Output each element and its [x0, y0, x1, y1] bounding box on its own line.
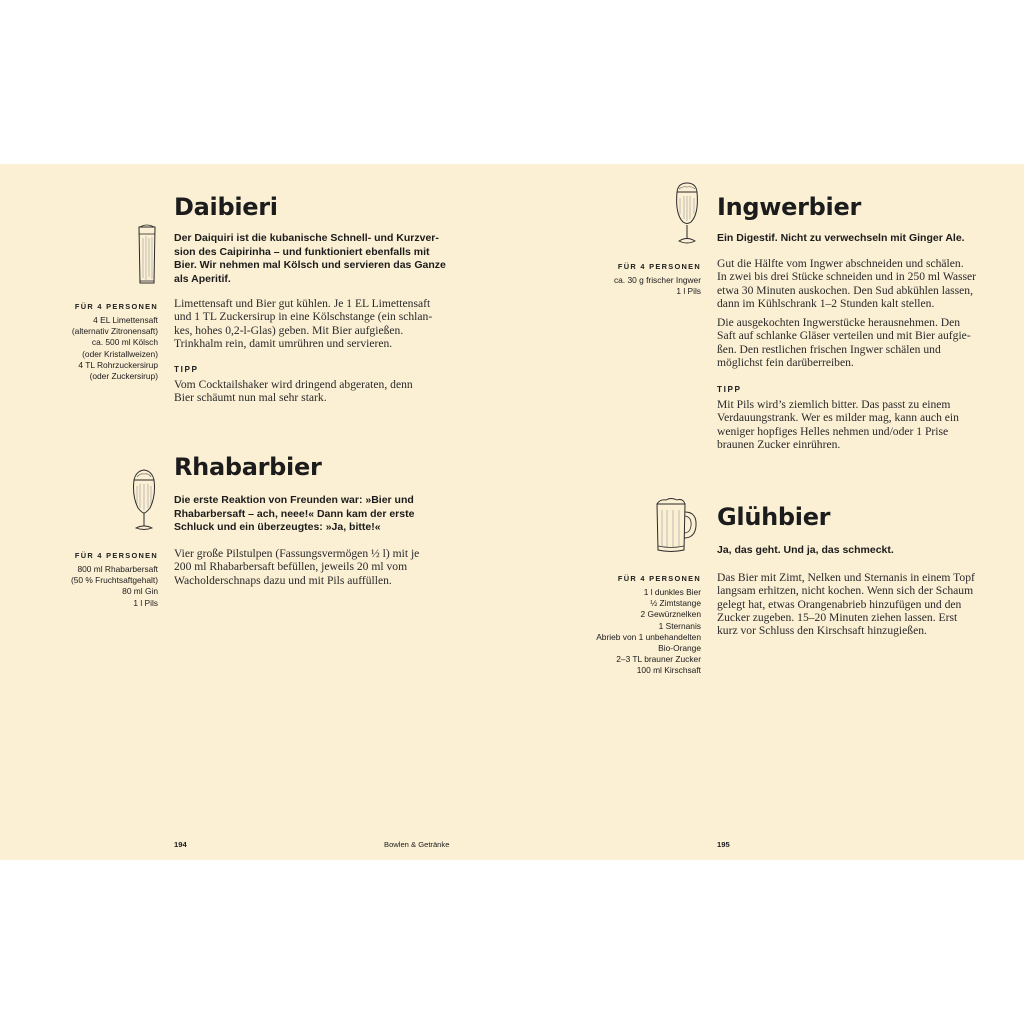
- tip-label: TIPP: [717, 385, 742, 394]
- method-paragraph: [717, 571, 1007, 637]
- text-line: Zucker zugeben. 15–20 Minuten ziehen lassen. Erst: [717, 610, 958, 624]
- koelsch-glass-icon: [136, 222, 158, 286]
- intro-line: Ja, das geht. Und ja, das schmeckt.: [717, 544, 894, 556]
- goblet-glass-icon: [670, 180, 704, 248]
- ingredient-item: 100 ml Kirschsaft: [636, 665, 701, 676]
- ingredient-item: 80 ml Gin: [122, 586, 158, 597]
- ingredient-item: 1 l dunkles Bier: [643, 587, 701, 597]
- text-line: Mit Pils wird’s ziemlich bitter. Das passt zu einem: [717, 398, 951, 411]
- tip-text-ingwerbier: [717, 398, 1007, 451]
- intro-line: Ein Digestif. Nicht zu verwechseln mit Ginger Ale.: [717, 232, 965, 244]
- text-line: Trinkhalm rein, damit umrühren und servieren.: [174, 336, 393, 350]
- text-line: dann im Kühlschrank 1–2 Stunden kalt stellen.: [717, 296, 935, 310]
- servings-label: FÜR 4 PERSONEN: [617, 574, 701, 583]
- text-line: möglichst fein darüberreiben.: [717, 356, 854, 370]
- servings-label: FÜR 4 PERSONEN: [617, 262, 701, 271]
- text-line: langsam erhitzen, nicht kochen. Wenn sich der Schaum: [717, 584, 974, 598]
- ingredient-item: (50 % Fruchtsaftgehalt): [70, 575, 158, 586]
- method-paragraph: [717, 316, 1007, 369]
- recipe-intro-ingwerbier: [717, 232, 1007, 246]
- ingredient-item: 1 l Pils: [676, 286, 701, 297]
- text-line: Gut die Hälfte vom Ingwer abschneiden und schälen.: [717, 257, 964, 270]
- ingredient-list-daibieri: [72, 315, 158, 382]
- beer-mug-icon: [652, 496, 700, 556]
- text-line: Vom Cocktailshaker wird dringend abgeraten, denn: [174, 378, 413, 391]
- ingredient-list-gluehbier: [596, 587, 701, 677]
- intro-line: Rhabarbersaft – ach, neee!« Dann kam der erste: [174, 507, 415, 520]
- text-line: weniger hopfiges Helles nehmen und/oder 1 Prise: [717, 424, 949, 438]
- intro-line: sion des Caipirinha – und funktioniert ebenfalls mit: [174, 245, 430, 258]
- text-line: gelegt hat, etwas Orangenabrieb hinzufügen und den: [717, 597, 962, 611]
- text-line: In zwei bis drei Stücke schneiden und in 250 ml Wasser: [717, 270, 977, 284]
- ingredient-item: 4 TL Rohrzuckersirup: [78, 359, 158, 370]
- ingredient-list-rhabarbier: [71, 564, 158, 609]
- recipe-intro-rhabarbier: [174, 494, 474, 535]
- text-line: kurz vor Schluss den Kirschsaft hinzugießen.: [717, 624, 927, 638]
- intro-line: Schluck und ein überzeugtes: »Ja, bitte!«: [174, 521, 381, 533]
- pils-tulip-glass-icon: [128, 466, 160, 534]
- text-line: etwa 30 Minuten auskochen. Den Sud abkühlen lassen,: [717, 283, 973, 297]
- ingredient-list-ingwerbier: [614, 275, 701, 297]
- page-number-left: 194: [174, 840, 187, 849]
- text-line: Wacholderschnaps dazu und mit Pils auffüllen.: [174, 573, 392, 587]
- text-line: Bier schäumt nun mal sehr stark.: [174, 391, 327, 405]
- text-line: und 1 TL Zuckersirup in eine Kölschstange (ein schlan-: [174, 310, 433, 324]
- recipe-method-rhabarbier: [174, 547, 474, 587]
- ingredient-item: 1 Sternanis: [658, 620, 701, 631]
- ingredient-item: Abrieb von 1 unbehandelten: [596, 631, 701, 642]
- page-number-right: 195: [717, 840, 730, 849]
- recipe-title-rhabarbier: Rhabarbier: [174, 453, 322, 481]
- text-line: Vier große Pilstulpen (Fassungsvermögen ½ l) mit je: [174, 547, 420, 560]
- intro-line: Die erste Reaktion von Freunden war: »Bier und: [174, 494, 414, 506]
- text-line: Limettensaft und Bier gut kühlen. Je 1 EL Limettensaft: [174, 297, 431, 310]
- ingredient-item: ½ Zimtstange: [650, 598, 701, 609]
- recipe-title-daibieri: Daibieri: [174, 193, 278, 221]
- ingredient-item: 2 Gewürznelken: [640, 609, 701, 620]
- recipe-method-ingwerbier: [717, 257, 1007, 369]
- method-paragraph: [174, 547, 474, 587]
- ingredient-item: (alternativ Zitronensaft): [71, 326, 158, 337]
- text-line: Das Bier mit Zimt, Nelken und Sternanis in einem Topf: [717, 571, 975, 584]
- book-spread: [0, 164, 1024, 860]
- intro-line: Bier. Wir nehmen mal Kölsch und servieren das Ganze: [174, 259, 446, 271]
- ingredient-item: ca. 500 ml Kölsch: [91, 337, 158, 348]
- method-paragraph: [717, 257, 1007, 310]
- recipe-method-daibieri: [174, 297, 474, 350]
- ingredient-item: (oder Zuckersirup): [89, 371, 158, 382]
- text-line: 200 ml Rhabarbersaft befüllen, jeweils 20 ml vom: [174, 560, 408, 574]
- text-line: Verdauungstrank. Wer es milder mag, kann auch ein: [717, 411, 959, 425]
- intro-line: als Aperitif.: [174, 272, 231, 285]
- text-line: ßen. Den restlichen frischen Ingwer schälen und: [717, 342, 941, 356]
- tip-label: TIPP: [174, 365, 199, 374]
- intro-line: Der Daiquiri ist die kubanische Schnell- und Kurzver-: [174, 232, 439, 244]
- tip-text-daibieri: [174, 378, 474, 405]
- method-paragraph: [174, 297, 474, 350]
- recipe-title-gluehbier: Glühbier: [717, 503, 831, 531]
- ingredient-item: (oder Kristallweizen): [82, 348, 158, 359]
- recipe-intro-gluehbier: [717, 544, 1007, 558]
- ingredient-item: 800 ml Rhabarbersaft: [77, 564, 158, 574]
- recipe-title-ingwerbier: Ingwerbier: [717, 193, 862, 221]
- servings-label: FÜR 4 PERSONEN: [74, 302, 158, 311]
- text-line: kes, hohes 0,2-l-Glas) geben. Mit Bier aufgießen.: [174, 323, 404, 337]
- ingredient-item: 2–3 TL brauner Zucker: [616, 654, 701, 665]
- servings-label: FÜR 4 PERSONEN: [74, 551, 158, 560]
- recipe-intro-daibieri: [174, 232, 474, 286]
- text-line: braunen Zucker einrühren.: [717, 437, 841, 451]
- running-footer-title: Bowlen & Getränke: [384, 840, 450, 849]
- ingredient-item: 4 EL Limettensaft: [93, 315, 158, 325]
- ingredient-item: Bio-Orange: [658, 643, 701, 654]
- text-line: Saft auf schlanke Gläser verteilen und mit Bier aufgie-: [717, 329, 971, 343]
- ingredient-item: 1 l Pils: [133, 597, 158, 608]
- text-line: Die ausgekochten Ingwerstücke herausnehmen. Den: [717, 316, 961, 330]
- recipe-method-gluehbier: [717, 571, 1007, 637]
- ingredient-item: ca. 30 g frischer Ingwer: [613, 275, 701, 285]
